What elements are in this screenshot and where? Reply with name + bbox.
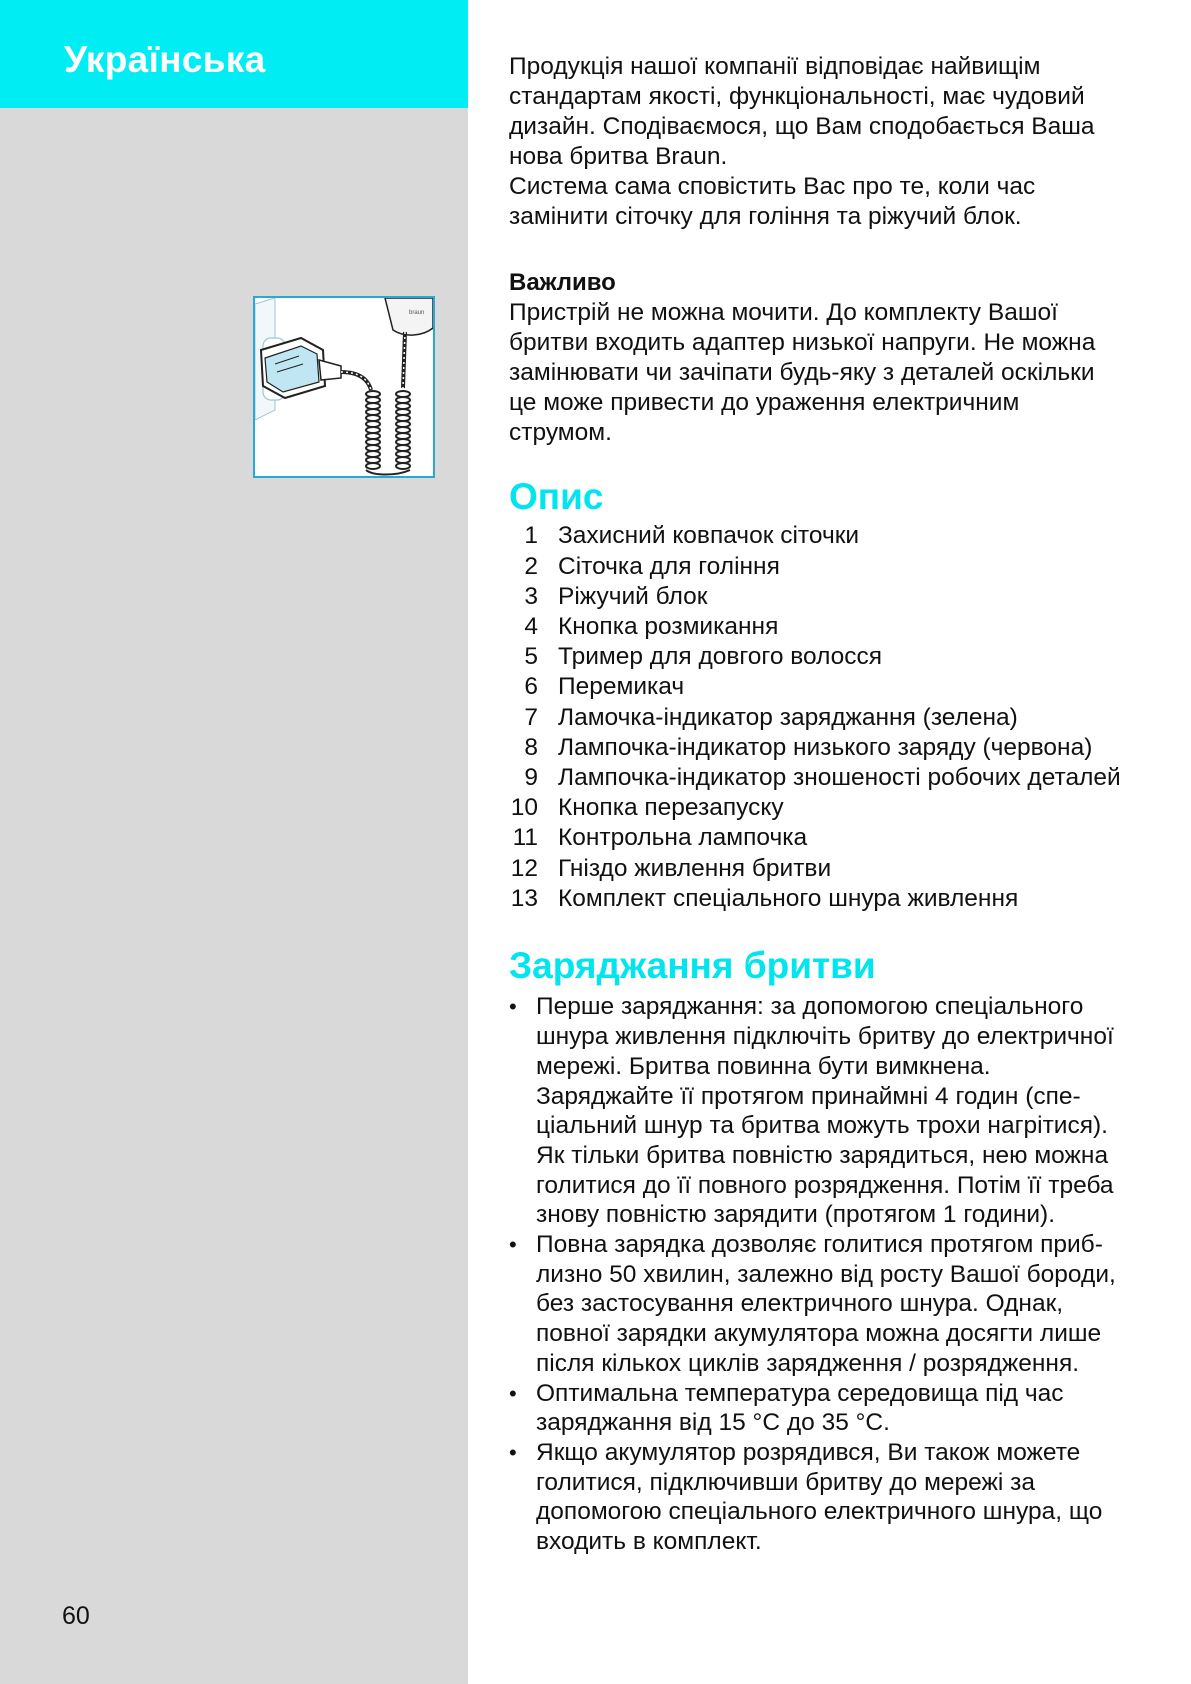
bullet-icon: •	[509, 1439, 517, 1465]
bullet-line: Як тільки бритва повністю зарядиться, нею можна	[536, 1141, 1109, 1169]
item-number: 11	[512, 824, 538, 852]
item-text: Кнопка перезапуску	[558, 794, 784, 822]
item-text: Захисний ковпачок сіточки	[558, 522, 860, 550]
item-number: 13	[510, 884, 538, 912]
item-number: 1	[524, 522, 538, 550]
important-line: замінювати чи зачіпати будь-яку з деталей оскільки	[509, 359, 1095, 386]
item-text: Комплект спеціального шнура живлення	[558, 884, 1019, 912]
list-item	[509, 763, 1171, 793]
important-line: бритви входить адаптер низької напруги. Не можна	[509, 329, 1096, 356]
list-item	[509, 672, 1171, 702]
bullet-line: мережі. Бритва повинна бути вимкнена.	[536, 1052, 991, 1080]
item-text: Перемикач	[558, 673, 685, 701]
sidebar	[0, 0, 468, 1684]
important-line: Пристрій не можна мочити. До комплекту Вашої	[509, 299, 1058, 326]
bullet-line: Оптимальна температура середовища під час	[536, 1379, 1064, 1407]
charging-bullet-list	[509, 992, 1171, 1556]
description-title: Опис	[509, 476, 604, 517]
bullet-item	[509, 1438, 1171, 1557]
bullet-line: входить в комплект.	[536, 1528, 762, 1556]
bullet-line: лизно 50 хвилин, залежно від росту Вашої бороди,	[536, 1260, 1116, 1288]
item-number: 2	[524, 552, 538, 580]
intro-line: замінити сіточку для гоління та ріжучий блок.	[509, 203, 1022, 230]
list-item	[509, 582, 1171, 612]
intro-line: нова бритва Braun.	[509, 143, 728, 170]
item-number: 9	[524, 764, 538, 792]
list-item	[509, 521, 1171, 551]
item-text: Лампочка-індикатор зношеності робочих деталей	[558, 764, 1121, 792]
important-line: це може привести до ураження електричним	[509, 389, 1020, 416]
bullet-line: Перше заряджання: за допомогою спеціального	[536, 993, 1084, 1021]
item-text: Тример для довгого волосся	[558, 643, 883, 671]
list-item	[509, 884, 1171, 914]
language-header	[0, 0, 468, 108]
intro-line: Система сама сповістить Вас про те, коли час	[509, 173, 1036, 200]
bullet-icon: •	[509, 1232, 517, 1258]
parts-list	[509, 521, 1171, 914]
svg-text:braun: braun	[409, 310, 425, 316]
intro-line: Продукція нашої компанії відповідає найвищім	[509, 53, 1041, 80]
item-number: 10	[510, 794, 538, 822]
intro-paragraph	[509, 52, 1171, 232]
charging-title: Заряджання бритви	[509, 945, 876, 987]
item-text: Ріжучий блок	[558, 582, 708, 610]
item-text: Контрольна лампочка	[558, 824, 808, 852]
list-item	[509, 823, 1171, 853]
bullet-text	[536, 992, 1171, 1230]
item-number: 3	[524, 582, 538, 610]
item-number: 4	[524, 613, 538, 640]
item-number: 6	[524, 673, 538, 701]
item-number: 12	[510, 854, 538, 882]
bullet-line: знову повністю зарядити (протягом 1 години).	[536, 1201, 1056, 1229]
bullet-icon: •	[509, 994, 517, 1020]
intro-line: дизайн. Сподіваємося, що Вам сподобається Ваша	[509, 113, 1095, 140]
list-item	[509, 703, 1171, 733]
intro-line: стандартам якості, функціональності, має чудовий	[509, 83, 1085, 110]
item-text: Сіточка для гоління	[558, 552, 780, 580]
important-section	[509, 268, 1171, 448]
bullet-item	[509, 1230, 1171, 1379]
bullet-item	[509, 992, 1171, 1230]
item-text: Гніздо живлення бритви	[558, 854, 832, 882]
main-content	[509, 52, 1171, 1557]
item-number: 8	[524, 733, 538, 761]
bullet-line: Повна зарядка дозволяє голитися протягом приб-	[536, 1231, 1103, 1259]
shaver-plug-illustration	[253, 296, 435, 478]
bullet-text	[536, 1230, 1171, 1379]
bullet-line: заряджання від 15 °C до 35 °C.	[536, 1409, 890, 1437]
bullet-line: голитися до її повного розрядження. Потім її треба	[536, 1171, 1114, 1199]
list-item	[509, 733, 1171, 763]
list-item	[509, 793, 1171, 823]
item-text: Лампочка-індикатор низького заряду (червона)	[558, 733, 1093, 761]
list-item	[509, 612, 1171, 642]
list-item	[509, 552, 1171, 582]
bullet-text	[536, 1438, 1171, 1557]
language-title: Українська	[64, 39, 266, 80]
bullet-line: голитися, підключивши бритву до мережі за	[536, 1468, 1036, 1496]
shaver-plug-icon	[255, 298, 433, 476]
bullet-line: Якщо акумулятор розрядився, Ви також можете	[536, 1438, 1081, 1466]
bullet-icon: •	[509, 1380, 517, 1406]
item-number: 5	[524, 643, 538, 671]
item-text: Кнопка розмикання	[558, 613, 779, 640]
important-line: струмом.	[509, 419, 612, 446]
bullet-text	[536, 1379, 1171, 1438]
list-item	[509, 642, 1171, 672]
important-heading: Важливо	[509, 269, 616, 296]
item-text: Ламочка-індикатор заряджання (зелена)	[558, 703, 1018, 731]
item-number: 7	[524, 703, 538, 731]
list-item	[509, 854, 1171, 884]
bullet-line: шнура живлення підключіть бритву до електричної	[536, 1023, 1114, 1051]
bullet-item	[509, 1379, 1171, 1438]
page-number: 60	[62, 1602, 90, 1630]
bullet-line: допомогою спеціального електричного шнура, що	[536, 1498, 1103, 1526]
bullet-line: Заряджайте її протягом принаймні 4 годин (спе-	[536, 1082, 1081, 1110]
bullet-line: після кількох циклів зарядження / розрядження.	[536, 1349, 1080, 1377]
bullet-line: повної зарядки акумулятора можна досягти лише	[536, 1320, 1102, 1348]
bullet-line: без застосування електричного шнура. Однак,	[536, 1290, 1064, 1318]
bullet-line: ціальний шнур та бритва можуть трохи нагрітися).	[536, 1112, 1108, 1140]
